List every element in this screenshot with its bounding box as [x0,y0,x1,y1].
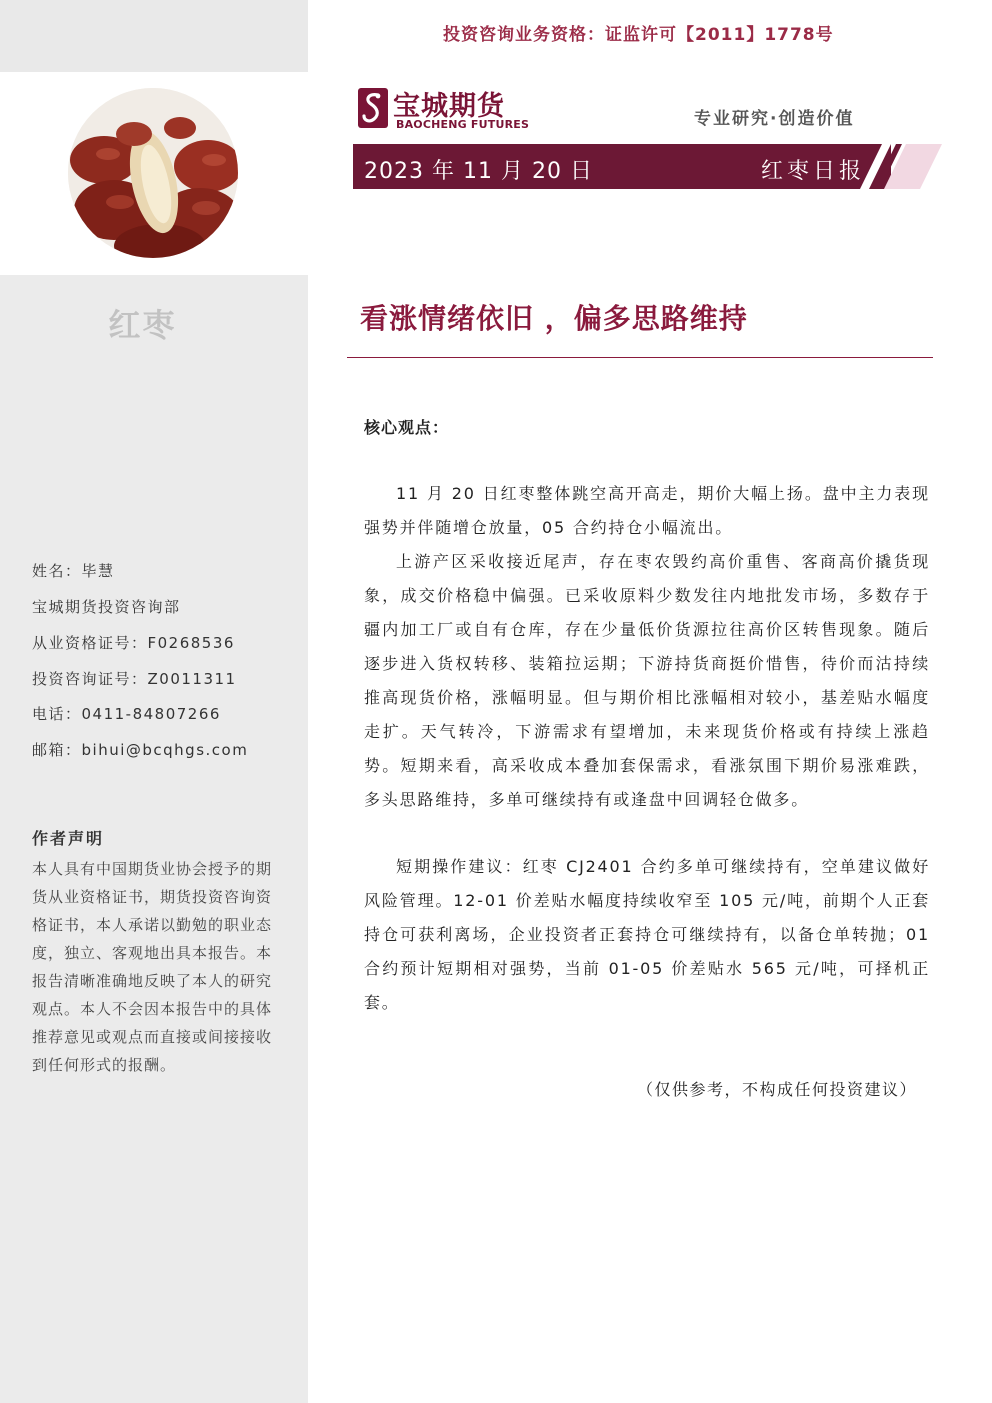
declaration-text: 本人具有中国期货业协会授予的期货从业资格证书，期货投资咨询资格证书，本人承诺以勤勉的职业态度，独立、客观地出具本报告。本报告清晰准确地反映了本人的研究观点。本人不会因本报告中的具体推荐意见或观点而直接或间接接收到任何形式的报酬。 [32,860,273,1074]
practice-certificate: 从业资格证号：F0268536 [32,634,235,652]
analyst-email: 邮箱：bihui@bcqhgs.com [32,741,249,759]
sidebar-top-block [0,0,308,72]
banner-stripes-decoration [860,144,942,189]
core-view-label: 核心观点： [364,418,450,437]
disclaimer: （仅供参考，不构成任何投资建议） [637,1080,918,1099]
headline-divider [347,357,933,358]
company-logo-english: BAOCHENG FUTURES [396,118,530,131]
paragraph-market-summary: 11 月 20 日红枣整体跳空高开高走，期价大幅上扬。盘中主力表现强势并伴随增仓放量，05 合约持仓小幅流出。 [364,484,930,537]
paragraph-trading-advice: 短期操作建议：红枣 CJ2401 合约多单可继续持有，空单建议做好风险管理。12-01 价差贴水幅度持续收窄至 105 元/吨，前期个人正套持仓可获利离场，企业投资者正套持仓可继续持有，以备仓单转抛；01 合约预计短期相对强势，当前 01-05 价差贴水 565 元/吨，可择机正套。 [364,857,930,1012]
report-headline: 看涨情绪依旧 ，偏多思路维持 [360,302,748,335]
jujube-photo [68,88,238,258]
consulting-certificate: 投资咨询证号：Z0011311 [32,670,237,688]
company-logo-name: 宝城期货 [393,91,505,122]
analyst-name: 姓名：毕慧 [32,562,115,580]
sidebar-title: 红枣 [108,306,177,344]
license-text: 投资咨询业务资格：证监许可【2011】1778号 [443,25,834,45]
analyst-phone: 电话：0411-84807266 [32,705,221,723]
report-date: 2023 年 11 月 20 日 [364,159,593,184]
jujube-image [68,88,238,258]
declaration-title: 作者声明 [32,829,105,848]
company-slogan: 专业研究·创造价值 [694,109,855,129]
paragraph-analysis: 上游产区采收接近尾声，存在枣农毁约高价重售、客商高价撬货现象，成交价格稳中偏强。已采收原料少数发往内地批发市场，多数存于疆内加工厂或自有仓库，存在少量低价货源拉往高价区转售现象。随后逐步进入货权转移、装箱拉运期；下游持货商挺价惜售，待价而沽持续推高现货价格，涨幅明显。但与期价相比涨幅相对较小，基差贴水幅度走扩。天气转冷，下游需求有望增加，未来现货价格或有持续上涨趋势。短期来看，高采收成本叠加套保需求，看涨氛围下期价易涨难跌，多头思路维持，多单可继续持有或逢盘中回调轻仓做多。 [364,552,930,809]
report-name: 红枣日报 [761,159,866,184]
company-logo-icon [356,86,390,130]
analyst-department: 宝城期货投资咨询部 [32,598,181,616]
